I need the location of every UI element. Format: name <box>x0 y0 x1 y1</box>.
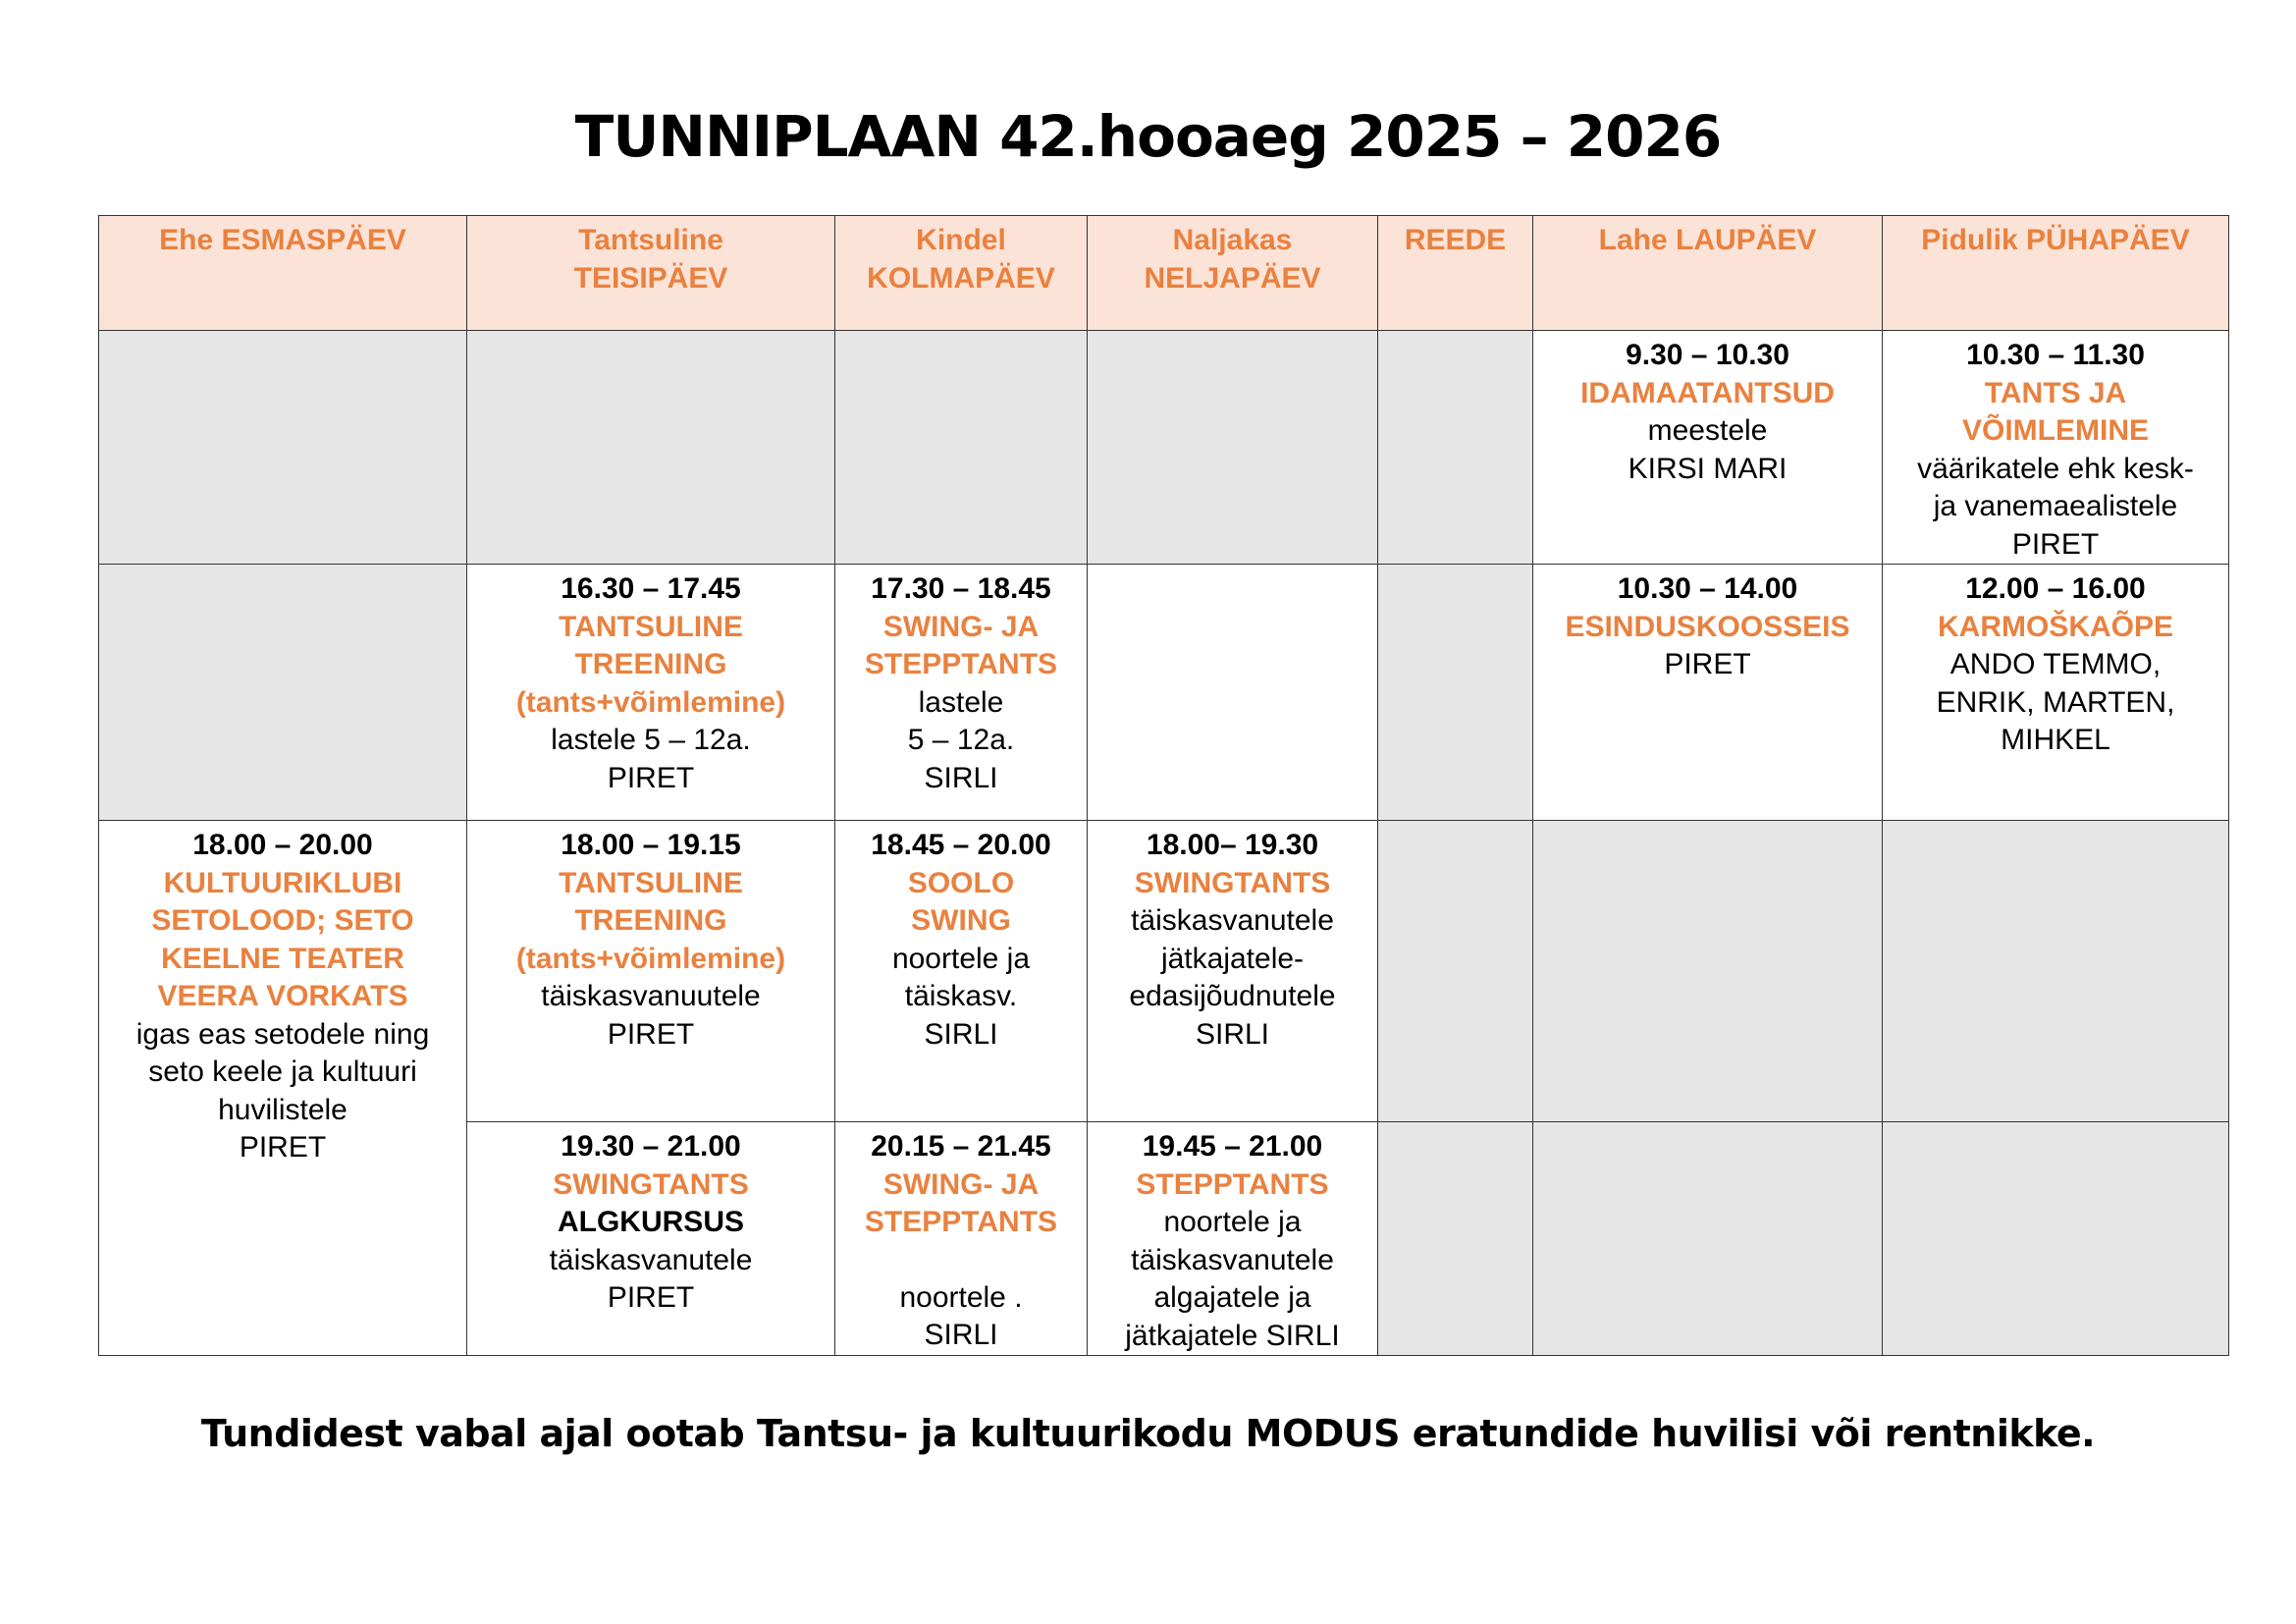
class-instructor: SIRLI <box>924 761 998 794</box>
class-cell <box>835 1122 1088 1356</box>
class-time: 18.45 – 20.00 <box>871 829 1051 861</box>
class-title: SWINGTANTS <box>553 1167 749 1201</box>
empty-cell <box>835 331 1088 565</box>
class-title: KEELNE TEATER <box>161 942 404 975</box>
class-instructor: MIHKEL <box>2001 724 2110 756</box>
class-cell <box>467 821 835 1122</box>
empty-cell <box>1378 565 1533 821</box>
class-title: (tants+võimlemine) <box>515 942 786 975</box>
class-info: väärikatele ehk kesk- <box>1917 452 2194 485</box>
class-info: meestele <box>1647 414 1768 447</box>
class-time: 16.30 – 17.45 <box>561 572 741 605</box>
class-info: lastele <box>918 685 1004 719</box>
class-time: 18.00– 19.30 <box>1146 829 1319 861</box>
day-header-friday: REEDE <box>1378 216 1533 331</box>
class-info: noortele ja <box>1163 1206 1302 1238</box>
class-info: edasijõudnutele <box>1129 980 1336 1012</box>
class-instructor: PIRET <box>607 1017 695 1051</box>
class-instructor: KIRSI MARI <box>1628 452 1788 485</box>
day-header-monday: Ehe ESMASPÄEV <box>99 216 467 331</box>
class-info: täiskasvanutele <box>1131 904 1334 937</box>
class-title: VÕIMLEMINE <box>1961 414 2149 447</box>
class-time: 9.30 – 10.30 <box>1626 339 1789 371</box>
empty-cell <box>1378 1122 1533 1356</box>
class-title: TANTSULINE <box>559 866 743 899</box>
table-row <box>99 331 2229 565</box>
day-header-thursday: Naljakas NELJAPÄEV <box>1088 216 1378 331</box>
class-instructor: SIRLI <box>1195 1017 1270 1051</box>
class-instructor: ANDO TEMMO, <box>1949 648 2162 680</box>
empty-cell <box>1533 821 1883 1122</box>
class-instructor: jätkajatele SIRLI <box>1125 1319 1340 1352</box>
class-title: TANTS JA <box>1984 376 2127 409</box>
class-info: täiskasv. <box>904 980 1018 1012</box>
class-cell <box>1088 821 1378 1122</box>
class-title: IDAMAATANTSUD <box>1580 376 1835 409</box>
table-row <box>99 565 2229 821</box>
footer-note: Tundidest vabal ajal ootab Tantsu- ja kultuurikodu MODUS eratundide huvilisi või rentnikke. <box>200 1412 2096 1455</box>
class-cell <box>1088 1122 1378 1356</box>
class-info: 5 – 12a. <box>907 724 1015 756</box>
day-header-tuesday: Tantsuline TEISIPÄEV <box>467 216 835 331</box>
class-time: 18.00 – 19.15 <box>561 829 741 861</box>
class-title: KULTUURIKLUBI <box>163 866 402 899</box>
class-title: SWING- JA <box>882 610 1040 643</box>
page-title: TUNNIPLAAN 42.hooaeg 2025 – 2026 <box>574 103 1722 170</box>
class-title: KARMOŠKAÕPE <box>1937 610 2173 643</box>
class-time: 19.45 – 21.00 <box>1142 1130 1323 1163</box>
empty-cell <box>1533 1122 1883 1356</box>
class-cell <box>467 1122 835 1356</box>
class-time: 19.30 – 21.00 <box>561 1130 741 1163</box>
class-instructor: PIRET <box>2011 527 2100 561</box>
class-info: noortele . <box>899 1280 1023 1314</box>
class-info: täiskasvanutele <box>549 1243 753 1276</box>
class-cell <box>99 821 467 1356</box>
class-info: igas eas setodele ning <box>135 1017 430 1051</box>
class-info: algajatele ja <box>1153 1281 1311 1314</box>
class-cell <box>835 821 1088 1122</box>
empty-cell <box>1088 331 1378 565</box>
class-time: 10.30 – 14.00 <box>1617 572 1798 605</box>
class-title: STEPPTANTS <box>864 648 1058 680</box>
class-title: SWING <box>911 904 1011 937</box>
class-cell <box>467 565 835 821</box>
header-row <box>99 216 2229 331</box>
empty-cell <box>99 331 467 565</box>
class-time: 12.00 – 16.00 <box>1965 572 2146 605</box>
empty-cell <box>1883 821 2229 1122</box>
class-title: STEPPTANTS <box>1136 1167 1329 1201</box>
empty-cell <box>1088 565 1378 821</box>
class-title: STEPPTANTS <box>864 1206 1058 1238</box>
day-header-saturday: Lahe LAUPÄEV <box>1533 216 1883 331</box>
class-time: 10.30 – 11.30 <box>1966 339 2145 371</box>
class-info: lastele 5 – 12a. <box>551 724 751 756</box>
class-title: VEERA VORKATS <box>157 980 408 1012</box>
class-info: täiskasvanutele <box>1131 1243 1334 1276</box>
empty-cell <box>1883 1122 2229 1356</box>
class-subtitle: ALGKURSUS <box>557 1206 744 1238</box>
class-cell <box>835 565 1088 821</box>
class-title: SETOLOOD; SETO <box>151 904 414 937</box>
class-instructor: SIRLI <box>924 1319 998 1351</box>
class-title: SOOLO <box>907 866 1015 899</box>
class-cell <box>1533 565 1883 821</box>
empty-cell <box>99 565 467 821</box>
class-title: TREENING <box>574 904 727 937</box>
class-title: TREENING <box>574 648 727 680</box>
class-title: SWING- JA <box>882 1167 1040 1201</box>
empty-cell <box>1378 331 1533 565</box>
class-time: 18.00 – 20.00 <box>192 829 373 861</box>
class-info: ja vanemaealistele <box>1933 490 2178 522</box>
empty-cell <box>1378 821 1533 1122</box>
schedule-table <box>98 215 2229 1356</box>
class-time: 17.30 – 18.45 <box>871 572 1051 605</box>
class-instructor: PIRET <box>607 761 695 794</box>
class-info: noortele ja <box>891 942 1031 975</box>
class-instructor: PIRET <box>1664 648 1751 680</box>
class-info: täiskasvanuutele <box>541 980 761 1012</box>
class-cell <box>1883 565 2229 821</box>
class-instructor: ENRIK, MARTEN, <box>1936 685 2175 719</box>
class-time: 20.15 – 21.45 <box>871 1130 1051 1163</box>
class-info: seto keele ja kultuuri <box>148 1056 417 1088</box>
class-instructor: SIRLI <box>924 1017 998 1051</box>
class-title: ESINDUSKOOSSEIS <box>1565 610 1850 643</box>
class-title: TANTSULINE <box>559 610 743 643</box>
day-header-sunday: Pidulik PÜHAPÄEV <box>1883 216 2229 331</box>
table-row <box>99 821 2229 1122</box>
class-instructor: PIRET <box>607 1281 695 1314</box>
class-cell <box>1533 331 1883 565</box>
spacer <box>841 1242 1081 1279</box>
class-title: (tants+võimlemine) <box>515 685 786 719</box>
empty-cell <box>467 331 835 565</box>
class-instructor: PIRET <box>239 1131 327 1164</box>
day-header-wednesday: Kindel KOLMAPÄEV <box>835 216 1088 331</box>
class-info: huvilistele <box>218 1093 347 1126</box>
class-title: SWINGTANTS <box>1134 866 1331 899</box>
class-info: jätkajatele- <box>1160 942 1305 975</box>
class-cell <box>1883 331 2229 565</box>
